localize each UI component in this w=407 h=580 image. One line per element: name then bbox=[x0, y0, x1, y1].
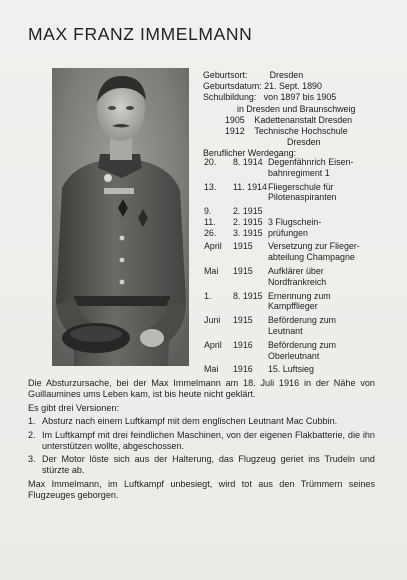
timeline-date bbox=[204, 182, 268, 193]
timeline-date-day: April bbox=[204, 241, 222, 252]
timeline-event: prüfungen bbox=[268, 227, 308, 238]
timeline-date bbox=[204, 326, 268, 337]
school-label: Schulbildung: bbox=[203, 92, 257, 103]
version-text: Absturz nach einem Luftkampf mit dem englischen Leutnant Mac Cubbin. bbox=[42, 416, 338, 427]
timeline-row bbox=[204, 157, 404, 168]
portrait-image bbox=[52, 68, 189, 366]
timeline-date-rest: 2. 1915 bbox=[233, 216, 263, 227]
versions-list bbox=[28, 416, 375, 476]
timeline-event: Kampfflieger bbox=[268, 301, 318, 312]
school-1905-row bbox=[203, 115, 403, 126]
timeline-date bbox=[204, 277, 268, 288]
timeline-row bbox=[204, 277, 404, 288]
timeline-date bbox=[204, 266, 268, 277]
timeline-date bbox=[204, 351, 268, 362]
timeline-date-day: Juni bbox=[204, 315, 221, 326]
timeline-date-day: 20. bbox=[204, 157, 217, 167]
timeline-row bbox=[204, 301, 404, 312]
crash-account bbox=[28, 378, 375, 501]
timeline-date-day: 1. bbox=[204, 290, 212, 301]
school-1912-row bbox=[203, 126, 403, 137]
version-number: 1. bbox=[28, 416, 36, 427]
version-item bbox=[28, 430, 375, 452]
timeline-date bbox=[204, 301, 268, 312]
timeline-event: Oberleutnant bbox=[268, 350, 320, 361]
timeline-event: Beförderung zum bbox=[268, 339, 337, 350]
timeline-event: abteilung Champagne bbox=[268, 252, 355, 263]
birthplace-label: Geburtsort: bbox=[203, 70, 248, 80]
timeline-date-rest: 1915 bbox=[233, 241, 253, 252]
timeline-row bbox=[204, 340, 404, 351]
timeline-event: Beförderung zum bbox=[268, 315, 337, 326]
timeline-row bbox=[204, 192, 404, 203]
version-number: 2. bbox=[28, 429, 36, 440]
school-1912-place: Dresden bbox=[287, 137, 321, 148]
portrait-photo bbox=[52, 68, 189, 366]
intro-paragraph: Die Absturzursache, bei der Max Immelmann am 18. Juli 1916 in der Nähe von Guillaumines ums Leben kam, ist bis heute nicht geklärt. bbox=[28, 378, 375, 399]
timeline-event: Aufklärer über bbox=[268, 266, 324, 277]
timeline-date-day: 13. bbox=[204, 181, 217, 192]
timeline-row bbox=[204, 206, 404, 217]
timeline-row bbox=[204, 326, 404, 337]
birthplace-value: Dresden bbox=[269, 70, 304, 80]
timeline-date bbox=[204, 217, 268, 228]
timeline-date-day: 9. bbox=[204, 206, 212, 217]
timeline-date-day: 11. bbox=[204, 216, 216, 227]
timeline-date bbox=[204, 340, 268, 351]
timeline-date bbox=[204, 192, 268, 203]
timeline-date bbox=[204, 168, 268, 179]
timeline-event bbox=[268, 206, 404, 217]
versions-heading: Es gibt drei Versionen: bbox=[28, 402, 119, 413]
timeline-event: 15. Luftsieg bbox=[268, 364, 314, 375]
timeline-row bbox=[204, 291, 404, 302]
timeline-row bbox=[204, 351, 404, 362]
timeline-date-rest: 1916 bbox=[233, 339, 253, 350]
timeline-row bbox=[204, 252, 404, 263]
timeline-date-rest: 8. 1914 bbox=[233, 157, 263, 167]
timeline-date-rest: 8. 1915 bbox=[233, 290, 263, 301]
timeline-event: Ernennung zum bbox=[268, 290, 331, 301]
timeline-event: Fliegerschule für bbox=[268, 181, 334, 192]
timeline-row bbox=[204, 182, 404, 193]
timeline-event: Versetzung zur Flieger- bbox=[268, 241, 360, 252]
timeline-row bbox=[204, 315, 404, 326]
timeline-date-day: April bbox=[204, 339, 222, 350]
school-place: in Dresden und Braunschweig bbox=[237, 103, 356, 114]
timeline-date bbox=[204, 206, 268, 217]
timeline-date bbox=[204, 364, 268, 375]
timeline-date-rest: 1916 bbox=[233, 364, 253, 375]
timeline-date bbox=[204, 315, 268, 326]
timeline-event: Degenfähnrich Eisen- bbox=[268, 157, 354, 167]
timeline-date-rest: 3. 1915 bbox=[233, 227, 263, 238]
school-value: von 1897 bis 1905 bbox=[263, 92, 337, 103]
timeline-date-rest: 1915 bbox=[233, 315, 253, 326]
timeline-row bbox=[204, 228, 404, 239]
school-1912-text: Technische Hochschule bbox=[254, 125, 348, 136]
timeline-date bbox=[204, 241, 268, 252]
timeline-date-day: Mai bbox=[204, 266, 219, 277]
timeline-date bbox=[204, 157, 268, 168]
timeline-row bbox=[204, 217, 404, 228]
school-1912-year: 1912 bbox=[225, 125, 245, 136]
timeline-row bbox=[204, 168, 404, 179]
timeline-event: Nordfrankreich bbox=[268, 276, 327, 287]
career-heading: Beruflicher Werdegang: bbox=[203, 148, 297, 159]
timeline-event: bahnregiment 1 bbox=[268, 167, 330, 178]
page-title: MAX FRANZ IMMELMANN bbox=[28, 24, 253, 44]
version-number: 3. bbox=[28, 453, 36, 464]
career-timeline bbox=[204, 157, 404, 375]
timeline-event: Pilotenaspiranten bbox=[268, 192, 337, 203]
timeline-event: Leutnant bbox=[268, 325, 303, 336]
birthplace-row bbox=[203, 70, 403, 81]
timeline-row bbox=[204, 266, 404, 277]
timeline-date-day: 26. bbox=[204, 227, 217, 238]
version-item bbox=[28, 454, 375, 476]
birthdate-row bbox=[203, 81, 403, 92]
timeline-date-rest: 2. 1915 bbox=[233, 206, 263, 217]
timeline-event: 3 Flugschein- bbox=[268, 216, 322, 227]
timeline-date bbox=[204, 252, 268, 263]
timeline-date bbox=[204, 291, 268, 302]
birthdate-label: Geburtsdatum: bbox=[203, 81, 262, 92]
version-text: Im Luftkampf mit drei feindlichen Maschinen, von der eigenen Flakbatterie, die ihn unterstützen wollte, abgeschossen. bbox=[42, 429, 375, 451]
school-1905-year: 1905 bbox=[225, 114, 245, 125]
school-row bbox=[203, 92, 403, 103]
closing-paragraph: Max Immelmann, im Luftkampf unbesiegt, wird tot aus den Trümmern seines Flugzeuges geborgen. bbox=[28, 478, 375, 500]
school-1905-text: Kadettenanstalt Dresden bbox=[254, 114, 353, 125]
birthdate-value: 21. Sept. 1890 bbox=[264, 81, 322, 92]
biography-block bbox=[203, 70, 403, 160]
timeline-row bbox=[204, 364, 404, 375]
timeline-date-rest: 11. 1914 bbox=[233, 181, 267, 192]
version-item bbox=[28, 416, 375, 427]
timeline-date-rest: 1915 bbox=[233, 266, 253, 277]
version-text: Der Motor löste sich aus der Halterung, das Flugzeug geriet ins Trudeln und stürzte ab. bbox=[42, 453, 375, 475]
timeline-date bbox=[204, 228, 268, 239]
timeline-row bbox=[204, 241, 404, 252]
timeline-date-day: Mai bbox=[204, 364, 219, 375]
